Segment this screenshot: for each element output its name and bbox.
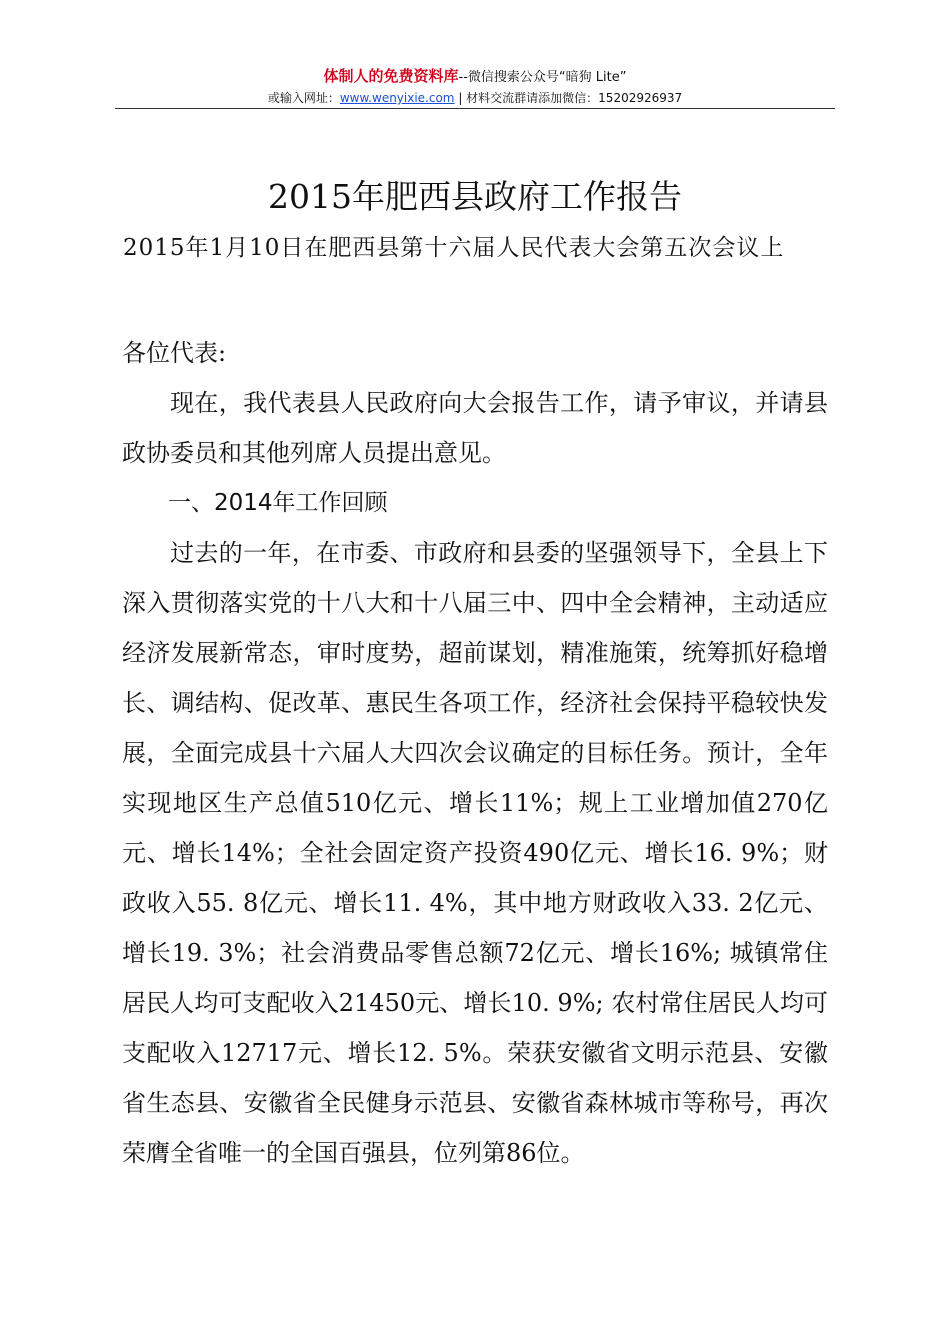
header-contact: | 材料交流群请添加微信：15202926937 bbox=[454, 91, 683, 105]
header-tagline: --微信搜索公众号“暗狗 Lite” bbox=[458, 70, 627, 85]
header-url-prefix: 或输入网址： bbox=[267, 91, 340, 105]
greeting: 各位代表: bbox=[122, 339, 227, 367]
header-brand: 体制人的免费资料库 bbox=[323, 67, 459, 85]
header-line-1 bbox=[115, 66, 835, 88]
page-header bbox=[115, 66, 835, 108]
intro-paragraph: 现在，我代表县人民政府向大会报告工作，请予审议，并请县政协委员和其他列席人员提出意见。 bbox=[122, 389, 828, 467]
review-paragraph: 过去的一年，在市委、市政府和县委的坚强领导下，全县上下深入贯彻落实党的十八大和十八届三中、四中全会精神，主动适应经济发展新常态，审时度势，超前谋划，精准施策，统筹抓好稳增长、调结构、促改革、惠民生各项工作，经济社会保持平稳较快发展，全面完成县十六届人大四次会议确定的目标任务。预计，全年实现地区生产总值510亿元、增长11%；规上工业增加值270亿元、增长14%；全社会固定资产投资490亿元、增长16. 9%；财政收入55. 8亿元、增长11. 4%，其中地方财政收入33. 2亿元、增长19. 3%；社会消费品零售总额72亿元、增长16%; 城镇常住居民人均可支配收入21450元、增长10. 9%; 农村常住居民人均可支配收入12717元、增长12. 5%。荣获安徽省文明示范县、安徽省生态县、安徽省全民健身示范县、安徽省森林城市等称号，再次荣膺全省唯一的全国百强县，位列第86位。 bbox=[122, 539, 828, 1167]
header-line-2 bbox=[115, 88, 835, 108]
document-subtitle: 2015年1月10日在肥西县第十六届人民代表大会第五次会议上 bbox=[123, 235, 785, 261]
document-title: 2015年肥西县政府工作报告 bbox=[268, 177, 682, 216]
header-url-link[interactable]: www.wenyixie.com bbox=[339, 91, 455, 105]
section-heading: 一、2014年工作回顾 bbox=[168, 490, 388, 516]
document-body bbox=[122, 328, 828, 1178]
header-divider bbox=[115, 108, 835, 109]
